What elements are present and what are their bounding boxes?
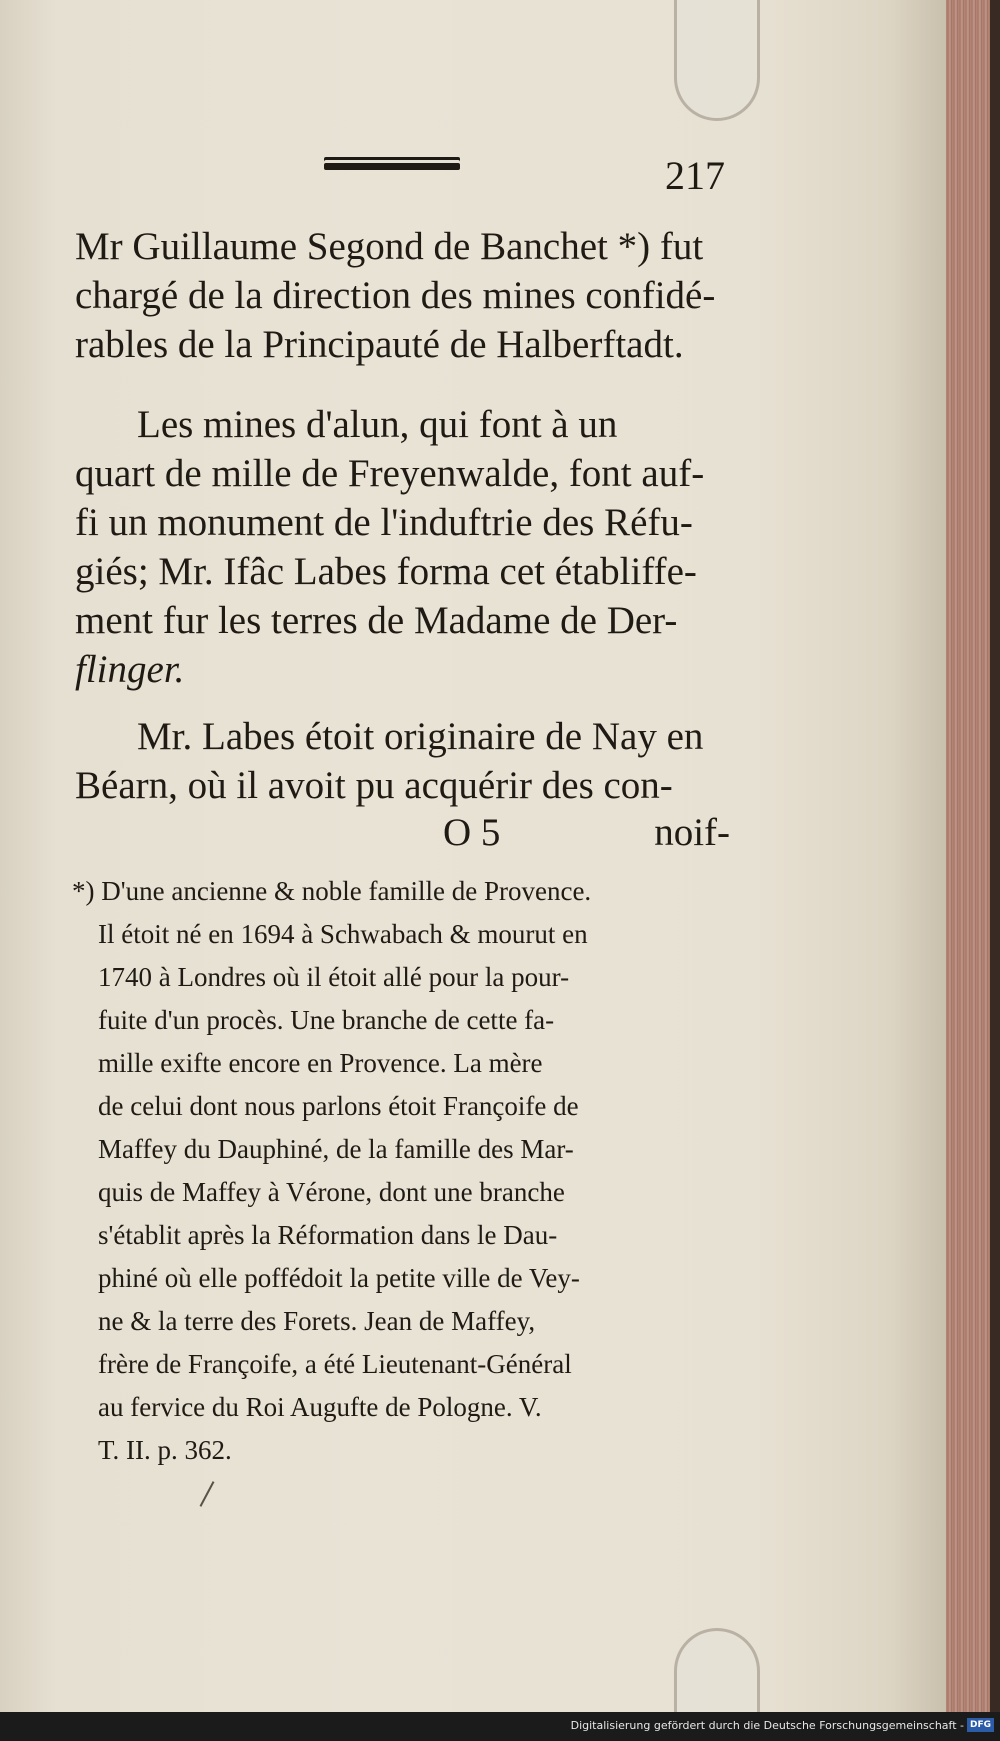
page-edges xyxy=(946,0,1000,1712)
footnote-line: Maffey du Dauphiné, de la famille des Mar- xyxy=(98,1134,574,1164)
footnote-line: au fervice du Roi Augufte de Pologne. V. xyxy=(98,1392,542,1422)
footnote-line: mille exifte encore en Provence. La mère xyxy=(98,1048,543,1078)
text-line: chargé de la direction des mines confidé- xyxy=(75,274,716,317)
footnote-line: Il étoit né en 1694 à Schwabach & mourut en xyxy=(98,919,588,949)
text-line: Mr. Labes étoit originaire de Nay en xyxy=(137,715,704,758)
text-line: fi un monument de l'induftrie des Réfu- xyxy=(75,501,693,544)
footnote-line: s'établit après la Réformation dans le Dau- xyxy=(98,1220,558,1250)
footnote-line: T. II. p. 362. xyxy=(98,1435,232,1465)
paragraph-1 xyxy=(75,222,730,369)
signature-mark: O 5 xyxy=(443,811,501,854)
text-line: flinger. xyxy=(75,648,185,691)
page-number: 217 xyxy=(665,153,725,198)
footnote-mark: *) xyxy=(72,876,95,906)
text-line: quart de mille de Freyenwalde, font auf- xyxy=(75,452,705,495)
catchword: noif- xyxy=(654,811,730,854)
footnote-line: quis de Maffey à Vérone, dont une branche xyxy=(98,1177,565,1207)
footnote-line: ne & la terre des Forets. Jean de Maffey, xyxy=(98,1306,536,1336)
footnote-line: de celui dont nous parlons étoit Françoife de xyxy=(98,1091,579,1121)
footnote-line: phiné où elle poffédoit la petite ville de Vey- xyxy=(98,1263,580,1293)
footnote-line: *) D'une ancienne & noble famille de Provence. xyxy=(72,876,592,906)
page-clip-top xyxy=(674,0,760,121)
footnote-line: fuite d'un procès. Une branche de cette fa- xyxy=(98,1005,555,1035)
header-rule xyxy=(324,163,460,170)
text-line: Les mines d'alun, qui font à un xyxy=(137,403,618,446)
signature-line xyxy=(75,810,730,860)
footnote-line: 1740 à Londres où il étoit allé pour la pour- xyxy=(98,962,570,992)
text-line: rables de la Principauté de Halberftadt. xyxy=(75,323,684,366)
text-line: Béarn, où il avoit pu acquérir des con- xyxy=(75,764,673,807)
text-line: Mr Guillaume Segond de Banchet *) fut xyxy=(75,225,704,268)
text-line: giés; Mr. Ifâc Labes forma cet établiffe- xyxy=(75,550,697,593)
footnote-line: frère de Françoife, a été Lieutenant-Général xyxy=(98,1349,572,1379)
footer-credit: Digitalisierung gefördert durch die Deutsche Forschungsgemeinschaft - xyxy=(570,1719,964,1732)
paragraph-2 xyxy=(75,400,730,694)
paragraph-3 xyxy=(75,712,730,810)
footnote xyxy=(72,870,730,1472)
text-line: ment fur les terres de Madame de Der- xyxy=(75,599,678,642)
dfg-logo: DFG xyxy=(967,1718,994,1732)
